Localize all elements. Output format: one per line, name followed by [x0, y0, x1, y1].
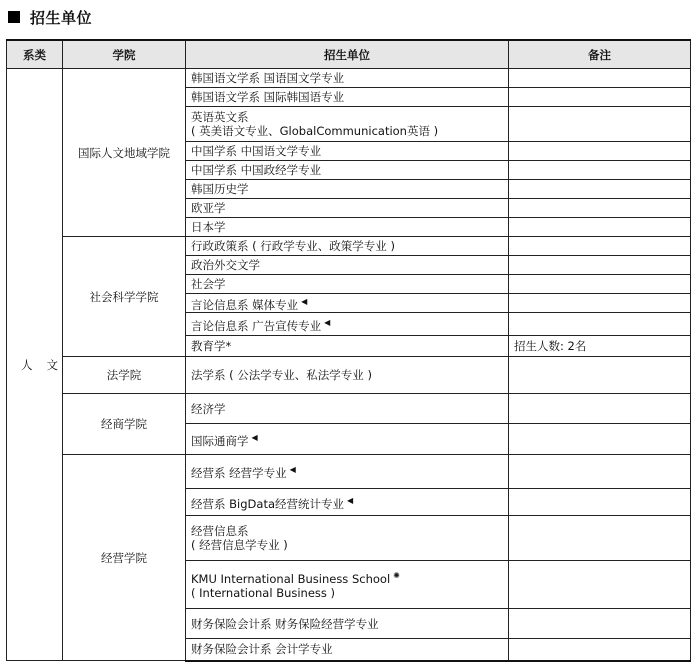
- unit-line: ( 经营信息学专业 ): [191, 538, 288, 552]
- remark-cell: [509, 455, 691, 489]
- remark-cell: [509, 199, 691, 218]
- remark-cell: [509, 516, 691, 561]
- college-cell: 经营学院: [63, 455, 186, 661]
- header-category: 系类: [7, 40, 63, 69]
- unit-text: 国际通商学: [191, 433, 249, 448]
- remark-cell: [509, 69, 691, 88]
- remark-cell: [509, 394, 691, 424]
- unit-text: 经营系 BigData经营统计专业: [191, 496, 344, 511]
- unit-cell: [186, 516, 509, 561]
- triangle-mark-icon: ◀: [324, 317, 331, 327]
- unit-cell: 韩国历史学: [186, 180, 509, 199]
- remark-cell: [509, 313, 691, 336]
- remark-cell: [509, 180, 691, 199]
- unit-line: ( 英美语文专业、GlobalCommunication英语 ): [191, 124, 439, 138]
- triangle-mark-icon: ◀: [301, 296, 308, 306]
- unit-line: [191, 569, 503, 586]
- unit-cell: [186, 107, 509, 142]
- remark-cell: [509, 237, 691, 256]
- college-cell: 国际人文地域学院: [63, 69, 186, 237]
- category-cell: 人文: [7, 69, 63, 661]
- header-remark: 备注: [509, 40, 691, 69]
- unit-text: 言论信息系 媒体专业: [191, 297, 299, 312]
- unit-cell: 韩国语文学系 国语国文学专业: [186, 69, 509, 88]
- header-college: 学院: [63, 40, 186, 69]
- unit-cell: 经济学: [186, 394, 509, 424]
- unit-cell: 欧亚学: [186, 199, 509, 218]
- unit-cell: 中国学系 中国政经学专业: [186, 161, 509, 180]
- triangle-mark-icon: ◀: [347, 495, 354, 505]
- remark-cell: [509, 639, 691, 661]
- table-header-row: [7, 40, 691, 69]
- unit-cell: [186, 561, 509, 609]
- table-row: [7, 394, 691, 424]
- unit-cell: 政治外交文学: [186, 256, 509, 275]
- unit-cell: 社会学: [186, 275, 509, 294]
- unit-cell: 日本学: [186, 218, 509, 237]
- square-bullet-icon: [8, 11, 20, 23]
- unit-cell: 法学系 ( 公法学专业、私法学专业 ): [186, 357, 509, 394]
- college-cell: 社会科学学院: [63, 237, 186, 357]
- remark-cell: [509, 88, 691, 107]
- remark-cell: [509, 357, 691, 394]
- unit-cell: 行政政策系 ( 行政学专业、政策学专业 ): [186, 237, 509, 256]
- unit-cell: [186, 313, 509, 336]
- remark-cell: [509, 218, 691, 237]
- unit-cell: [186, 424, 509, 455]
- star-mark-icon: *: [225, 339, 232, 353]
- remark-cell: [509, 142, 691, 161]
- unit-line: 经营信息系: [191, 524, 249, 538]
- unit-line: ( International Business ): [191, 585, 336, 600]
- unit-line: 英语英文系: [191, 110, 249, 124]
- unit-cell: 财务保险会计系 财务保险经营学专业: [186, 609, 509, 639]
- remark-cell: [509, 107, 691, 142]
- unit-text: 教育学: [191, 339, 226, 353]
- unit-cell: 韩国语文学系 国际韩国语专业: [186, 88, 509, 107]
- remark-cell: [509, 275, 691, 294]
- college-cell: 经商学院: [63, 394, 186, 455]
- remark-cell: [509, 161, 691, 180]
- unit-cell: [186, 489, 509, 516]
- remark-cell: [509, 489, 691, 516]
- unit-cell: 中国学系 中国语文学专业: [186, 142, 509, 161]
- remark-cell: [509, 609, 691, 639]
- burst-mark-icon: ✺: [393, 571, 400, 581]
- remark-cell: [509, 424, 691, 455]
- table-row: [7, 455, 691, 489]
- college-cell: 法学院: [63, 357, 186, 394]
- unit-text: 经营系 经营学专业: [191, 465, 287, 480]
- table-row: [7, 237, 691, 256]
- unit-text: KMU International Business School: [191, 571, 391, 586]
- unit-cell: [186, 336, 509, 357]
- triangle-mark-icon: ◀: [289, 465, 296, 475]
- admission-unit-table: [6, 39, 691, 662]
- triangle-mark-icon: ◀: [251, 432, 258, 442]
- section-title-text: 招生单位: [30, 8, 93, 27]
- unit-cell: [186, 294, 509, 313]
- unit-cell: 财务保险会计系 会计学专业: [186, 639, 509, 661]
- unit-text: 言论信息系 广告宣传专业: [191, 318, 322, 333]
- remark-cell: [509, 561, 691, 609]
- remark-cell: [509, 256, 691, 275]
- table-row: [7, 69, 691, 88]
- table-row: [7, 357, 691, 394]
- remark-cell: [509, 294, 691, 313]
- remark-cell: 招生人数: 2名: [509, 336, 691, 357]
- section-title: [8, 6, 92, 28]
- unit-cell: [186, 455, 509, 489]
- header-unit: 招生单位: [186, 40, 509, 69]
